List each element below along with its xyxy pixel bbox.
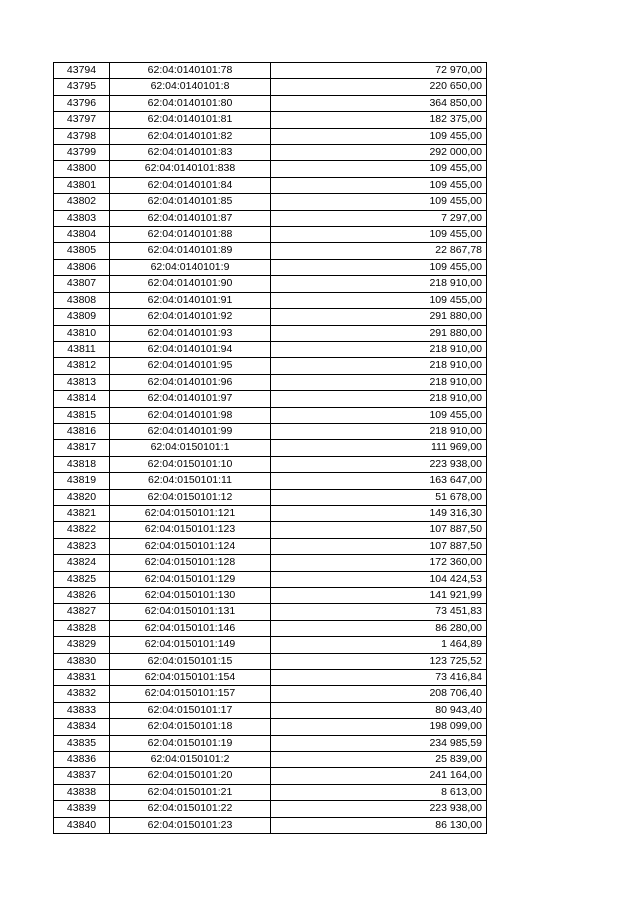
table-row (54, 686, 487, 702)
row-number-cell: 43822 (54, 522, 110, 538)
cadastral-value-cell: 7 297,00 (271, 210, 487, 226)
cadastral-number-cell: 62:04:0140101:78 (110, 63, 271, 79)
table-row (54, 784, 487, 800)
cadastral-number-cell: 62:04:0140101:98 (110, 407, 271, 423)
row-number-cell: 43837 (54, 768, 110, 784)
row-number-cell: 43832 (54, 686, 110, 702)
cadastral-number-cell: 62:04:0150101:1 (110, 440, 271, 456)
table-row (54, 292, 487, 308)
cadastral-value-cell: 73 416,84 (271, 670, 487, 686)
row-number-cell: 43820 (54, 489, 110, 505)
cadastral-number-cell: 62:04:0140101:94 (110, 341, 271, 357)
table-row (54, 522, 487, 538)
table-row (54, 571, 487, 587)
cadastral-value-cell: 107 887,50 (271, 522, 487, 538)
row-number-cell: 43829 (54, 637, 110, 653)
table-row (54, 653, 487, 669)
table-row (54, 538, 487, 554)
row-number-cell: 43799 (54, 145, 110, 161)
cadastral-value-cell: 73 451,83 (271, 604, 487, 620)
row-number-cell: 43836 (54, 752, 110, 768)
row-number-cell: 43809 (54, 309, 110, 325)
cadastral-value-cell: 51 678,00 (271, 489, 487, 505)
row-number-cell: 43833 (54, 702, 110, 718)
table-row (54, 505, 487, 521)
cadastral-value-cell: 104 424,53 (271, 571, 487, 587)
cadastral-number-cell: 62:04:0150101:157 (110, 686, 271, 702)
cadastral-number-cell: 62:04:0140101:80 (110, 95, 271, 111)
row-number-cell: 43835 (54, 735, 110, 751)
table-row (54, 423, 487, 439)
table-row (54, 391, 487, 407)
cadastral-number-cell: 62:04:0150101:10 (110, 456, 271, 472)
cadastral-value-cell: 220 650,00 (271, 79, 487, 95)
cadastral-number-cell: 62:04:0150101:130 (110, 588, 271, 604)
row-number-cell: 43827 (54, 604, 110, 620)
cadastral-value-cell: 109 455,00 (271, 227, 487, 243)
cadastral-value-cell: 198 099,00 (271, 719, 487, 735)
row-number-cell: 43817 (54, 440, 110, 456)
cadastral-value-cell: 208 706,40 (271, 686, 487, 702)
cadastral-number-cell: 62:04:0140101:93 (110, 325, 271, 341)
cadastral-number-cell: 62:04:0140101:84 (110, 177, 271, 193)
table-row (54, 341, 487, 357)
row-number-cell: 43818 (54, 456, 110, 472)
row-number-cell: 43813 (54, 374, 110, 390)
cadastral-number-cell: 62:04:0140101:81 (110, 112, 271, 128)
row-number-cell: 43815 (54, 407, 110, 423)
row-number-cell: 43821 (54, 505, 110, 521)
cadastral-number-cell: 62:04:0150101:146 (110, 620, 271, 636)
table-row (54, 620, 487, 636)
cadastral-number-cell: 62:04:0150101:20 (110, 768, 271, 784)
table-row (54, 79, 487, 95)
table-row (54, 243, 487, 259)
table-row (54, 309, 487, 325)
table-row (54, 817, 487, 833)
table-row (54, 670, 487, 686)
cadastral-number-cell: 62:04:0140101:8 (110, 79, 271, 95)
cadastral-value-cell: 72 970,00 (271, 63, 487, 79)
cadastral-value-cell: 234 985,59 (271, 735, 487, 751)
cadastral-value-cell: 86 280,00 (271, 620, 487, 636)
cadastral-value-cell: 141 921,99 (271, 588, 487, 604)
row-number-cell: 43811 (54, 341, 110, 357)
cadastral-value-cell: 223 938,00 (271, 456, 487, 472)
table-row (54, 407, 487, 423)
cadastral-value-cell: 163 647,00 (271, 473, 487, 489)
cadastral-number-cell: 62:04:0150101:124 (110, 538, 271, 554)
cadastral-value-cell: 218 910,00 (271, 391, 487, 407)
row-number-cell: 43808 (54, 292, 110, 308)
row-number-cell: 43824 (54, 555, 110, 571)
cadastral-number-cell: 62:04:0140101:96 (110, 374, 271, 390)
cadastral-number-cell: 62:04:0150101:23 (110, 817, 271, 833)
row-number-cell: 43840 (54, 817, 110, 833)
table-row (54, 735, 487, 751)
cadastral-number-cell: 62:04:0140101:83 (110, 145, 271, 161)
cadastral-number-cell: 62:04:0150101:154 (110, 670, 271, 686)
cadastral-value-cell: 111 969,00 (271, 440, 487, 456)
cadastral-value-cell: 241 164,00 (271, 768, 487, 784)
cadastral-value-cell: 107 887,50 (271, 538, 487, 554)
cadastral-number-cell: 62:04:0140101:97 (110, 391, 271, 407)
row-number-cell: 43816 (54, 423, 110, 439)
row-number-cell: 43838 (54, 784, 110, 800)
cadastral-value-cell: 8 613,00 (271, 784, 487, 800)
cadastral-value-cell: 218 910,00 (271, 276, 487, 292)
row-number-cell: 43802 (54, 194, 110, 210)
cadastral-number-cell: 62:04:0140101:87 (110, 210, 271, 226)
table-row (54, 768, 487, 784)
cadastral-value-cell: 80 943,40 (271, 702, 487, 718)
cadastral-value-cell: 291 880,00 (271, 325, 487, 341)
cadastral-value-cell: 218 910,00 (271, 423, 487, 439)
cadastral-number-cell: 62:04:0140101:95 (110, 358, 271, 374)
cadastral-value-cell: 109 455,00 (271, 194, 487, 210)
row-number-cell: 43807 (54, 276, 110, 292)
table-row (54, 374, 487, 390)
cadastral-value-cell: 109 455,00 (271, 292, 487, 308)
row-number-cell: 43826 (54, 588, 110, 604)
cadastral-number-cell: 62:04:0140101:9 (110, 259, 271, 275)
cadastral-value-cell: 292 000,00 (271, 145, 487, 161)
cadastral-value-cell: 218 910,00 (271, 341, 487, 357)
row-number-cell: 43823 (54, 538, 110, 554)
table-row (54, 128, 487, 144)
cadastral-value-cell: 123 725,52 (271, 653, 487, 669)
cadastral-number-cell: 62:04:0150101:12 (110, 489, 271, 505)
cadastral-value-cell: 86 130,00 (271, 817, 487, 833)
cadastral-number-cell: 62:04:0140101:99 (110, 423, 271, 439)
cadastral-number-cell: 62:04:0140101:89 (110, 243, 271, 259)
table-row (54, 276, 487, 292)
row-number-cell: 43806 (54, 259, 110, 275)
row-number-cell: 43825 (54, 571, 110, 587)
table-row (54, 145, 487, 161)
table-row (54, 177, 487, 193)
cadastral-number-cell: 62:04:0150101:18 (110, 719, 271, 735)
table-row (54, 194, 487, 210)
cadastral-number-cell: 62:04:0140101:91 (110, 292, 271, 308)
table-row (54, 604, 487, 620)
table-row (54, 456, 487, 472)
table-row (54, 358, 487, 374)
cadastral-number-cell: 62:04:0140101:90 (110, 276, 271, 292)
cadastral-value-cell: 109 455,00 (271, 128, 487, 144)
table-row (54, 112, 487, 128)
row-number-cell: 43804 (54, 227, 110, 243)
table-row (54, 440, 487, 456)
cadastral-number-cell: 62:04:0150101:123 (110, 522, 271, 538)
cadastral-number-cell: 62:04:0150101:22 (110, 801, 271, 817)
cadastral-number-cell: 62:04:0140101:85 (110, 194, 271, 210)
cadastral-number-cell: 62:04:0150101:15 (110, 653, 271, 669)
row-number-cell: 43830 (54, 653, 110, 669)
cadastral-number-cell: 62:04:0150101:11 (110, 473, 271, 489)
cadastral-value-cell: 109 455,00 (271, 407, 487, 423)
cadastral-value-cell: 223 938,00 (271, 801, 487, 817)
table-row (54, 719, 487, 735)
cadastral-value-cell: 109 455,00 (271, 259, 487, 275)
table-row (54, 259, 487, 275)
row-number-cell: 43834 (54, 719, 110, 735)
cadastral-value-cell: 291 880,00 (271, 309, 487, 325)
cadastral-value-cell: 172 360,00 (271, 555, 487, 571)
table-row (54, 161, 487, 177)
cadastral-value-cell: 25 839,00 (271, 752, 487, 768)
cadastral-number-cell: 62:04:0150101:121 (110, 505, 271, 521)
table-row (54, 325, 487, 341)
cadastral-number-cell: 62:04:0150101:2 (110, 752, 271, 768)
cadastral-value-cell: 22 867,78 (271, 243, 487, 259)
cadastral-value-cell: 364 850,00 (271, 95, 487, 111)
table-row (54, 227, 487, 243)
table-row (54, 588, 487, 604)
cadastral-number-cell: 62:04:0140101:82 (110, 128, 271, 144)
cadastral-number-cell: 62:04:0150101:149 (110, 637, 271, 653)
cadastral-value-cell: 218 910,00 (271, 358, 487, 374)
cadastral-number-cell: 62:04:0150101:128 (110, 555, 271, 571)
table-row (54, 702, 487, 718)
cadastral-value-cell: 149 316,30 (271, 505, 487, 521)
row-number-cell: 43831 (54, 670, 110, 686)
cadastral-number-cell: 62:04:0150101:17 (110, 702, 271, 718)
cadastral-number-cell: 62:04:0150101:21 (110, 784, 271, 800)
table-row (54, 489, 487, 505)
cadastral-number-cell: 62:04:0150101:131 (110, 604, 271, 620)
row-number-cell: 43798 (54, 128, 110, 144)
row-number-cell: 43819 (54, 473, 110, 489)
cadastral-value-cell: 109 455,00 (271, 161, 487, 177)
table-row (54, 637, 487, 653)
cadastral-value-table (53, 62, 487, 834)
table-row (54, 95, 487, 111)
table-row (54, 801, 487, 817)
table-row (54, 555, 487, 571)
table-row (54, 210, 487, 226)
table-row (54, 752, 487, 768)
cadastral-value-cell: 218 910,00 (271, 374, 487, 390)
cadastral-number-cell: 62:04:0140101:92 (110, 309, 271, 325)
row-number-cell: 43797 (54, 112, 110, 128)
row-number-cell: 43828 (54, 620, 110, 636)
row-number-cell: 43812 (54, 358, 110, 374)
cadastral-number-cell: 62:04:0140101:88 (110, 227, 271, 243)
row-number-cell: 43814 (54, 391, 110, 407)
table-body (54, 63, 487, 834)
document-page (53, 62, 487, 834)
cadastral-number-cell: 62:04:0140101:838 (110, 161, 271, 177)
cadastral-value-cell: 109 455,00 (271, 177, 487, 193)
cadastral-value-cell: 182 375,00 (271, 112, 487, 128)
row-number-cell: 43796 (54, 95, 110, 111)
cadastral-number-cell: 62:04:0150101:19 (110, 735, 271, 751)
row-number-cell: 43810 (54, 325, 110, 341)
row-number-cell: 43800 (54, 161, 110, 177)
cadastral-value-cell: 1 464,89 (271, 637, 487, 653)
row-number-cell: 43803 (54, 210, 110, 226)
row-number-cell: 43795 (54, 79, 110, 95)
table-row (54, 63, 487, 79)
row-number-cell: 43801 (54, 177, 110, 193)
table-row (54, 473, 487, 489)
row-number-cell: 43805 (54, 243, 110, 259)
row-number-cell: 43839 (54, 801, 110, 817)
cadastral-number-cell: 62:04:0150101:129 (110, 571, 271, 587)
row-number-cell: 43794 (54, 63, 110, 79)
